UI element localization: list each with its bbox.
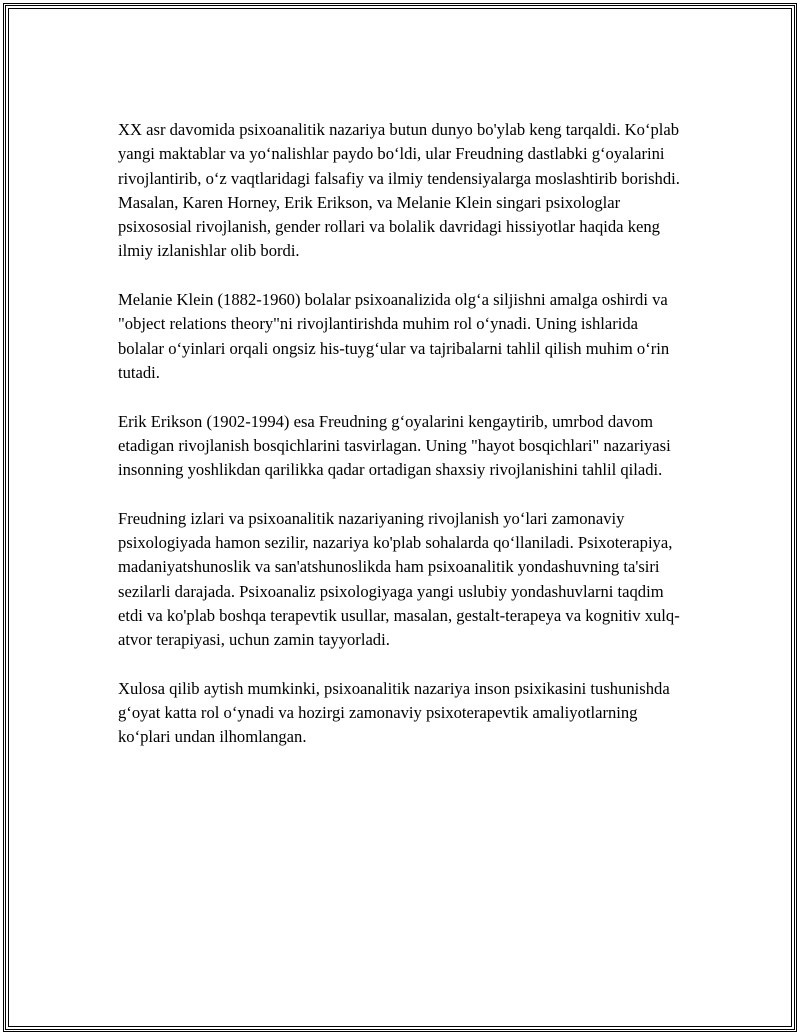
document-body <box>118 118 688 774</box>
paragraph-5: Xulosa qilib aytish mumkinki, psixoanalitik nazariya inson psixikasini tushunishda g‘oyat katta rol o‘ynadi va hozirgi zamonaviy psixoterapevtik amaliyotlarning ko‘plari undan ilhomlangan. <box>118 678 670 747</box>
paragraph-4: Freudning izlari va psixoanalitik nazariyaning rivojlanish yo‘lari zamonaviy psixologiyada hamon sezilir, nazariya ko'plab sohalarda qo‘llaniladi. Psixoterapiya, madaniyatshunoslik va san'atshunoslikda ham psixoanalitik yondashuvning ta'siri sezilarli darajada. Psixoanaliz psixologiyaga yangi uslubiy yondashuvlarni taqdim etdi va ko'plab boshqa terapevtik usullar, masalan, gestalt-terapeya va kognitiv xulq-atvor terapiyasi, uchun zamin tayyorladi. <box>118 508 680 650</box>
paragraph-3: Erik Erikson (1902-1994) esa Freudning g‘oyalarini kengaytirib, umrbod davom etadigan rivojlanish bosqichlarini tasvirlagan. Uning "hayot bosqichlari" nazariyasi insonning yoshlikdan qarilikka qadar ortadigan shaxsiy rivojlanishini tahlil qiladi. <box>118 411 671 480</box>
paragraph-1: XX asr davomida psixoanalitik nazariya butun dunyo bo'ylab keng tarqaldi. Ko‘plab yangi maktablar va yo‘nalishlar paydo bo‘ldi, ular Freudning dastlabki g‘oyalarini rivojlantirib, o‘z vaqtlaridagi falsafiy va ilmiy tendensiyalarga moslashtirib borishdi. Masalan, Karen Horney, Erik Erikson, va Melanie Klein singari psixologlar psixososial rivojlanish, gender rollari va bolalik davridagi hissiyotlar haqida keng ilmiy izlanishlar olib bordi. <box>118 120 680 261</box>
paragraph-2: Melanie Klein (1882-1960) bolalar psixoanalizida olg‘a siljishni amalga oshirdi va "object relations theory"ni rivojlantirishda muhim rol o‘ynadi. Uning ishlarida bolalar o‘yinlari orqali ongsiz his-tuyg‘ular va tajribalarni tahlil qilish muhim o‘rin tutadi. <box>118 290 670 382</box>
